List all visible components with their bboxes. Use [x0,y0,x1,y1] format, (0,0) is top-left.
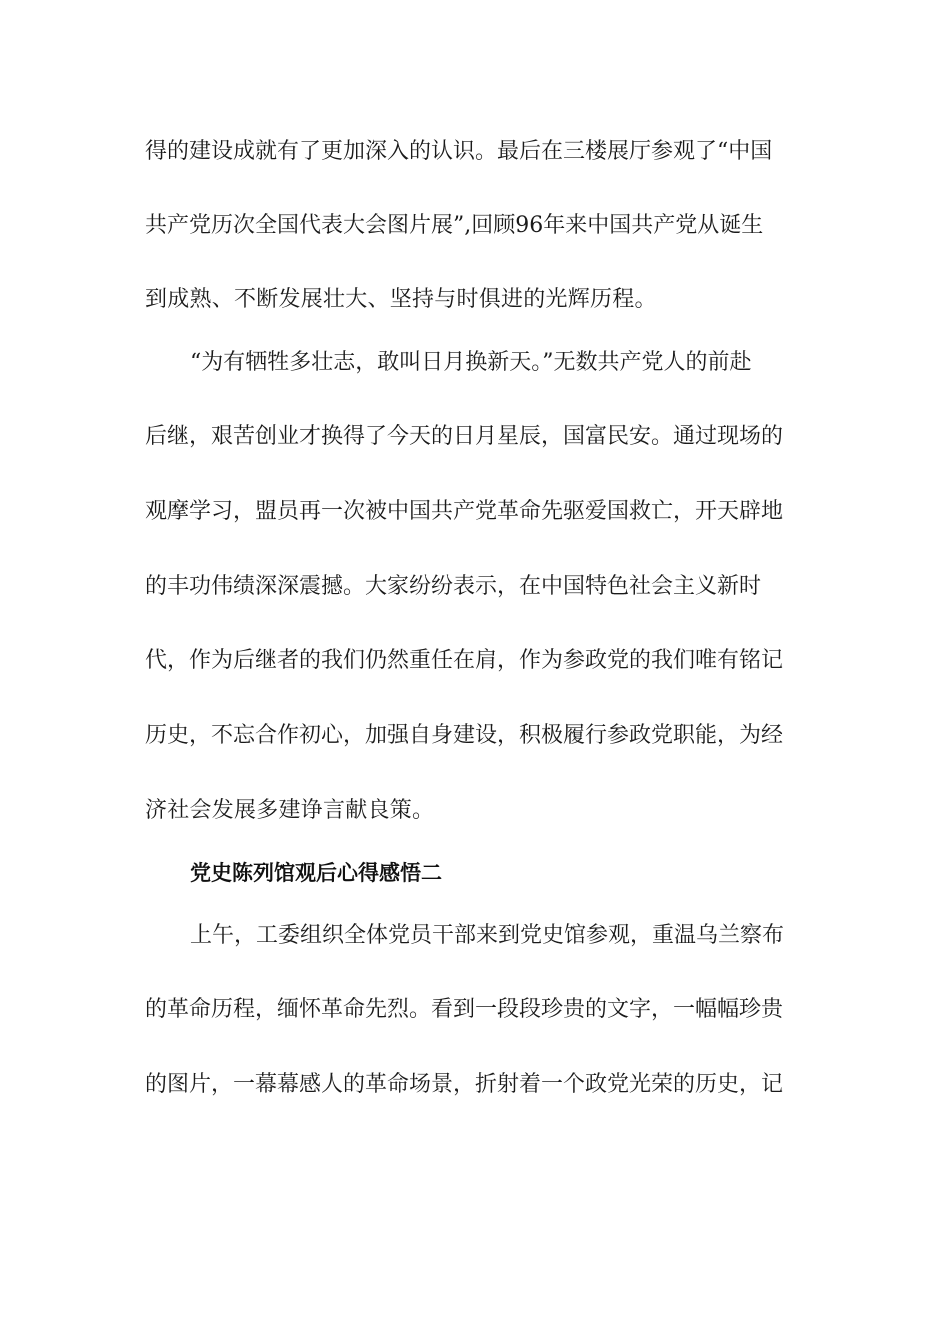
paragraph-3-line-3: 的图片，一幕幕感人的革命场景，折射着一个政党光荣的历史，记 [145,1072,784,1097]
paragraph-3-line-1: 上午，工委组织全体党员干部来到党史馆参观，重温乌兰察布 [190,923,785,948]
paragraph-1-line-1: 得的建设成就有了更加深入的认识。最后在三楼展厅参观了“中国 [145,139,773,164]
paragraph-2-line-1: “为有牺牲多壮志，敢叫日月换新天。”无数共产党人的前赴 [190,350,752,375]
paragraph-1-line-2: 共产党历次全国代表大会图片展”,回顾96年来中国共产党从诞生 [145,213,764,238]
section-heading: 党史陈列馆观后心得感悟二 [190,861,442,885]
paragraph-2-line-2: 后继，艰苦创业才换得了今天的日月星辰，国富民安。通过现场的 [145,424,784,449]
paragraph-2-line-6: 历史，不忘合作初心，加强自身建设，积极履行参政党职能，为经 [145,723,784,748]
paragraph-3-line-2: 的革命历程，缅怀革命先烈。看到一段段珍贵的文字，一幅幅珍贵 [145,997,784,1022]
paragraph-2-line-7: 济社会发展多建诤言献良策。 [145,798,435,823]
paragraph-2-line-4: 的丰功伟绩深深震撼。大家纷纷表示，在中国特色社会主义新时 [145,574,762,599]
paragraph-2-line-3: 观摩学习，盟员再一次被中国共产党革命先驱爱国救亡，开天辟地 [145,499,784,524]
paragraph-2-line-5: 代，作为后继者的我们仍然重任在肩，作为参政党的我们唯有铭记 [145,648,784,673]
paragraph-1-line-3: 到成熟、不断发展壮大、坚持与时俱进的光辉历程。 [145,287,657,312]
